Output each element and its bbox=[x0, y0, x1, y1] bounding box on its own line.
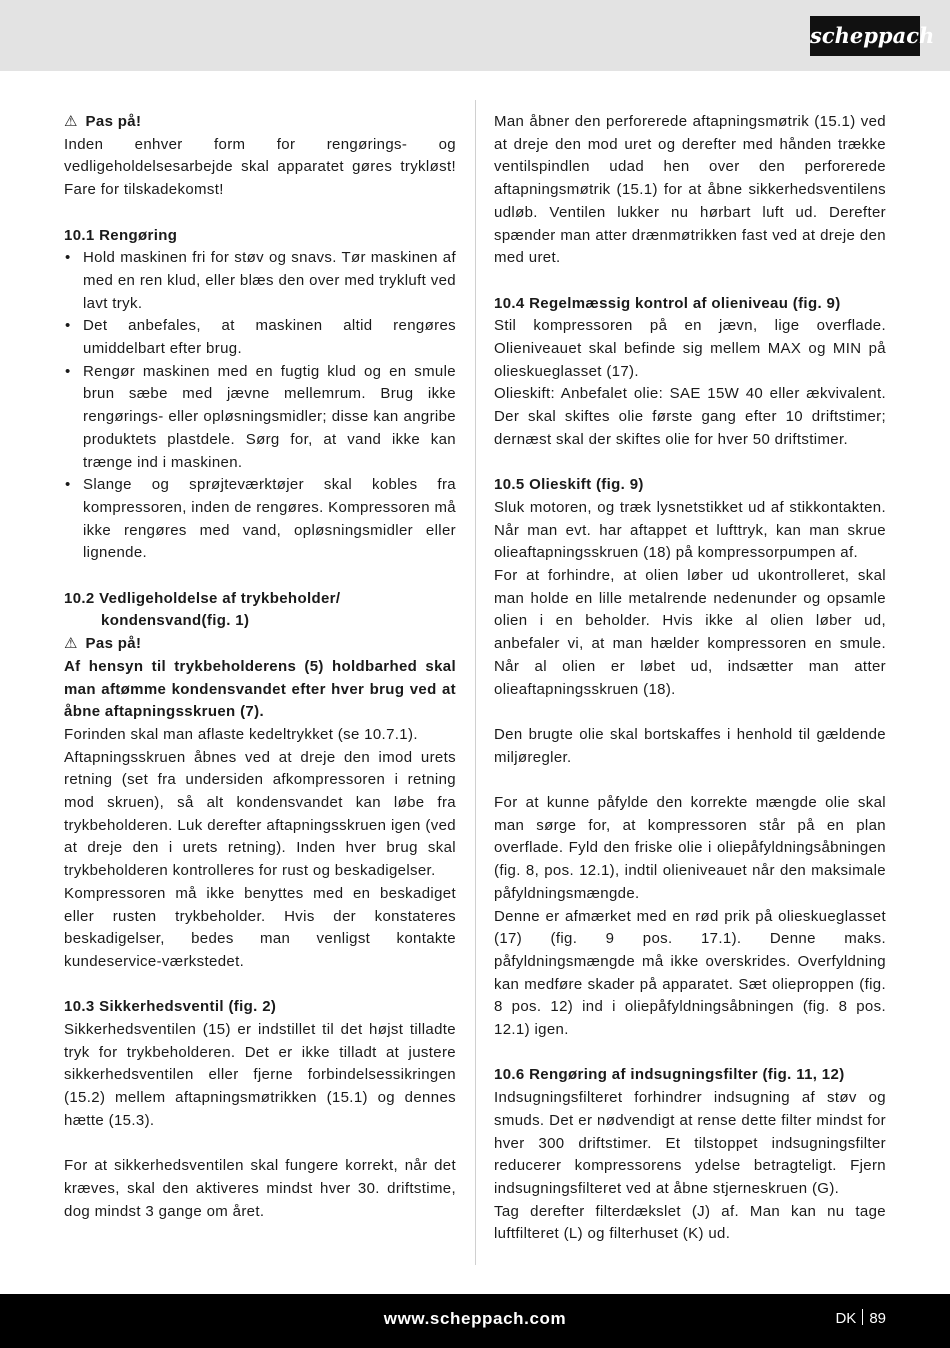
section-10-4-text-1: Stil kompressoren på en jævn, lige overflade. Olieniveauet skal befinde sig mellem MAX og MIN på olieskueglasset (17). bbox=[494, 317, 886, 380]
language-code: DK bbox=[835, 1310, 857, 1327]
list-item: • Hold maskinen fri for støv og snavs. Tør maskinen af med en ren klud, eller blæs den over med trykluft ved lavt tryk. bbox=[65, 249, 456, 312]
column-divider bbox=[475, 100, 476, 1265]
right-column bbox=[494, 111, 886, 1246]
list-item: • Slange og sprøjteværktøjer skal kobles fra kompressoren, inden de rengøres. Kompressoren må ikke rengøres med vand, opløsningsmidler eller lignende. bbox=[65, 476, 456, 562]
section-10-6-text-2: Tag derefter filterdækslet (J) af. Man kan nu tage luftfilteret (L) og filterhuset (K) ud. bbox=[494, 1202, 886, 1243]
footer-website-link[interactable]: www.scheppach.com bbox=[383, 1309, 567, 1328]
warning-heading-1 bbox=[64, 111, 456, 134]
section-10-5-text-1: Sluk motoren, og træk lysnetstikket ud af stikkontakten. Når man evt. har aftappet et lufttryk, kan man skrue olieaftapningsskruen (18) på kompressorpumpen af. bbox=[494, 498, 886, 562]
page-separator bbox=[862, 1309, 863, 1325]
scheppach-logo: scheppach bbox=[810, 16, 920, 56]
bullet-dot-icon: • bbox=[65, 362, 71, 380]
section-10-3-title: 10.3 Sikkerhedsventil (fig. 2) bbox=[64, 998, 277, 1016]
section-10-4-text-2: Olieskift: Anbefalet olie: SAE 15W 40 eller ækvivalent. Der skal skiftes olie første gang efter 10 driftstimer; dernæst skal der skiftes olie for hver 50 driftstimer. bbox=[494, 385, 886, 448]
warning-bold-text-2: Af hensyn til trykbeholderens (5) holdbarhed skal man aftømme kondensvandet efter hver brug ved at åbne aftapningsskruen (7). bbox=[64, 657, 456, 721]
warning-triangle-icon: ⚠ bbox=[64, 113, 78, 130]
section-10-5-text-5: Denne er afmærket med en rød prik på olieskueglasset (17) (fig. 9 pos. 17.1). Denne maks. påfyldningsmængde må ikke overskrides. Overfyldning kan medføre skader på apparatet. Sæt olieproppen (fig. 8 pos. 12) ind i oliepåfyldningsåbningen (fig. 8 pos. 12.1) igen. bbox=[494, 907, 886, 1039]
section-10-3-text-1: Sikkerhedsventilen (15) er indstillet til det højst tilladte tryk for trykbeholderen. Det er ikke tilladt at justere sikkerhedsventilen eller fjerne forbindelsessikringen (15.2) mellem aftapningsmøtrikken (15.1) og dennes hætte (15.3). bbox=[64, 1021, 456, 1129]
list-item: • Rengør maskinen med en fugtig klud og en smule brun sæbe med jævne mellemrum. Brug ikke rengørings- eller opløsningsmidler; disse kan angribe produktets plastdele. Sørg for, at vand ikke kan trænge ind i maskinen. bbox=[65, 362, 456, 471]
section-10-2-text-2: Aftapningsskruen åbnes ved at dreje den imod urets retning (set fra undersiden afkompressoren i retning mod skruen), så alt kondensvandet kan løbe fra trykbeholderen. Luk derefter aftapningsskruen igen (ved at dreje den i urets retning). Inden hver brug skal trykbeholderen kontrolleres for rust og beskadigelser. bbox=[64, 748, 456, 880]
warning-title-1: Pas på! bbox=[85, 113, 142, 130]
left-column bbox=[64, 111, 456, 1223]
warning-triangle-icon: ⚠ bbox=[64, 635, 78, 653]
section-10-5-text-3: Den brugte olie skal bortskaffes i henhold til gældende miljøregler. bbox=[494, 725, 886, 766]
bullet-dot-icon: • bbox=[65, 317, 71, 335]
section-10-2-text-1: Forinden skal man aflaste kedeltrykket (se 10.7.1). bbox=[64, 725, 418, 743]
warning-title-2: Pas på! bbox=[85, 635, 142, 653]
warning-text-1: Inden enhver form for rengørings- og vedligeholdelsesarbejde skal apparatet gøres trykløst! Fare for tilskadekomst! bbox=[64, 135, 456, 199]
list-item: • Det anbefales, at maskinen altid rengøres umiddelbart efter brug. bbox=[65, 317, 456, 358]
section-10-6-title: 10.6 Rengøring af indsugningsfilter (fig. 11, 12) bbox=[494, 1066, 845, 1084]
page-number: 89 bbox=[869, 1310, 886, 1327]
section-10-1-title: 10.1 Rengøring bbox=[64, 226, 178, 244]
bullet-dot-icon: • bbox=[65, 249, 71, 267]
section-10-5-text-2: For at forhindre, at olien løber ud ukontrolleret, skal man holde en lille metalrende nedenunder og opsamle olien i en beholder. Hvis ikke al olien løber ud, anbefaler vi, at man hælder kompressoren en smule. Når al olien er løbet ud, indsætter man atter olieaftapningsskruen (18). bbox=[494, 567, 886, 698]
page-indicator bbox=[835, 1294, 886, 1344]
section-10-2-title-line2: kondensvand(fig. 1) bbox=[101, 612, 250, 630]
valve-intro-text: Man åbner den perforerede aftapningsmøtrik (15.1) ved at dreje den mod uret og derefter med hånden trække ventilspindlen udad hen over den perforerede aftapningsmøtrik (15.1) for at åbne sikkerhedsventilens udløb. Ventilen lukker nu hørbart luft ud. Derefter spænder man atter drænmøtrikken fast ved at dreje den med uret. bbox=[494, 113, 886, 267]
section-10-5-title: 10.5 Olieskift (fig. 9) bbox=[494, 476, 644, 494]
section-10-4-title: 10.4 Regelmæssig kontrol af olieniveau (fig. 9) bbox=[494, 294, 841, 312]
header-band bbox=[0, 0, 950, 71]
bullet-dot-icon: • bbox=[65, 476, 71, 494]
footer-bar bbox=[0, 1294, 950, 1348]
section-10-3-text-2: For at sikkerhedsventilen skal fungere korrekt, når det kræves, skal den aktiveres mindst hver 30. driftstime, dog mindst 3 gange om året. bbox=[64, 1157, 456, 1220]
section-10-6-text-1: Indsugningsfilteret forhindrer indsugning af støv og smuds. Det er nødvendigt at rense dette filter mindst for hver 300 driftstimer. Et tilstoppet indsugningsfilter reducerer kompressorens ydelse betragteligt. Fjern indsugningsfilteret ved at åbne stjerneskruen (G). bbox=[494, 1089, 886, 1197]
section-10-2-text-3: Kompressoren må ikke benyttes med en beskadiget eller rusten trykbeholder. Hvis der konstateres beskadigelser, bedes man venligst kontakte kundeservice-værkstedet. bbox=[64, 884, 456, 970]
section-10-5-text-4: For at kunne påfylde den korrekte mængde olie skal man sørge for, at kompressoren står på en plan overflade. Fyld den friske olie i oliepåfyldningsåbningen (fig. 8, pos. 12.1), indtil olieniveauet når den maksimale påfyldningsmængde. bbox=[494, 794, 886, 902]
section-10-2-title-line1: 10.2 Vedligeholdelse af trykbeholder/ bbox=[64, 589, 341, 607]
cleaning-bullet-list bbox=[64, 247, 456, 565]
warning-heading-2 bbox=[64, 633, 456, 656]
